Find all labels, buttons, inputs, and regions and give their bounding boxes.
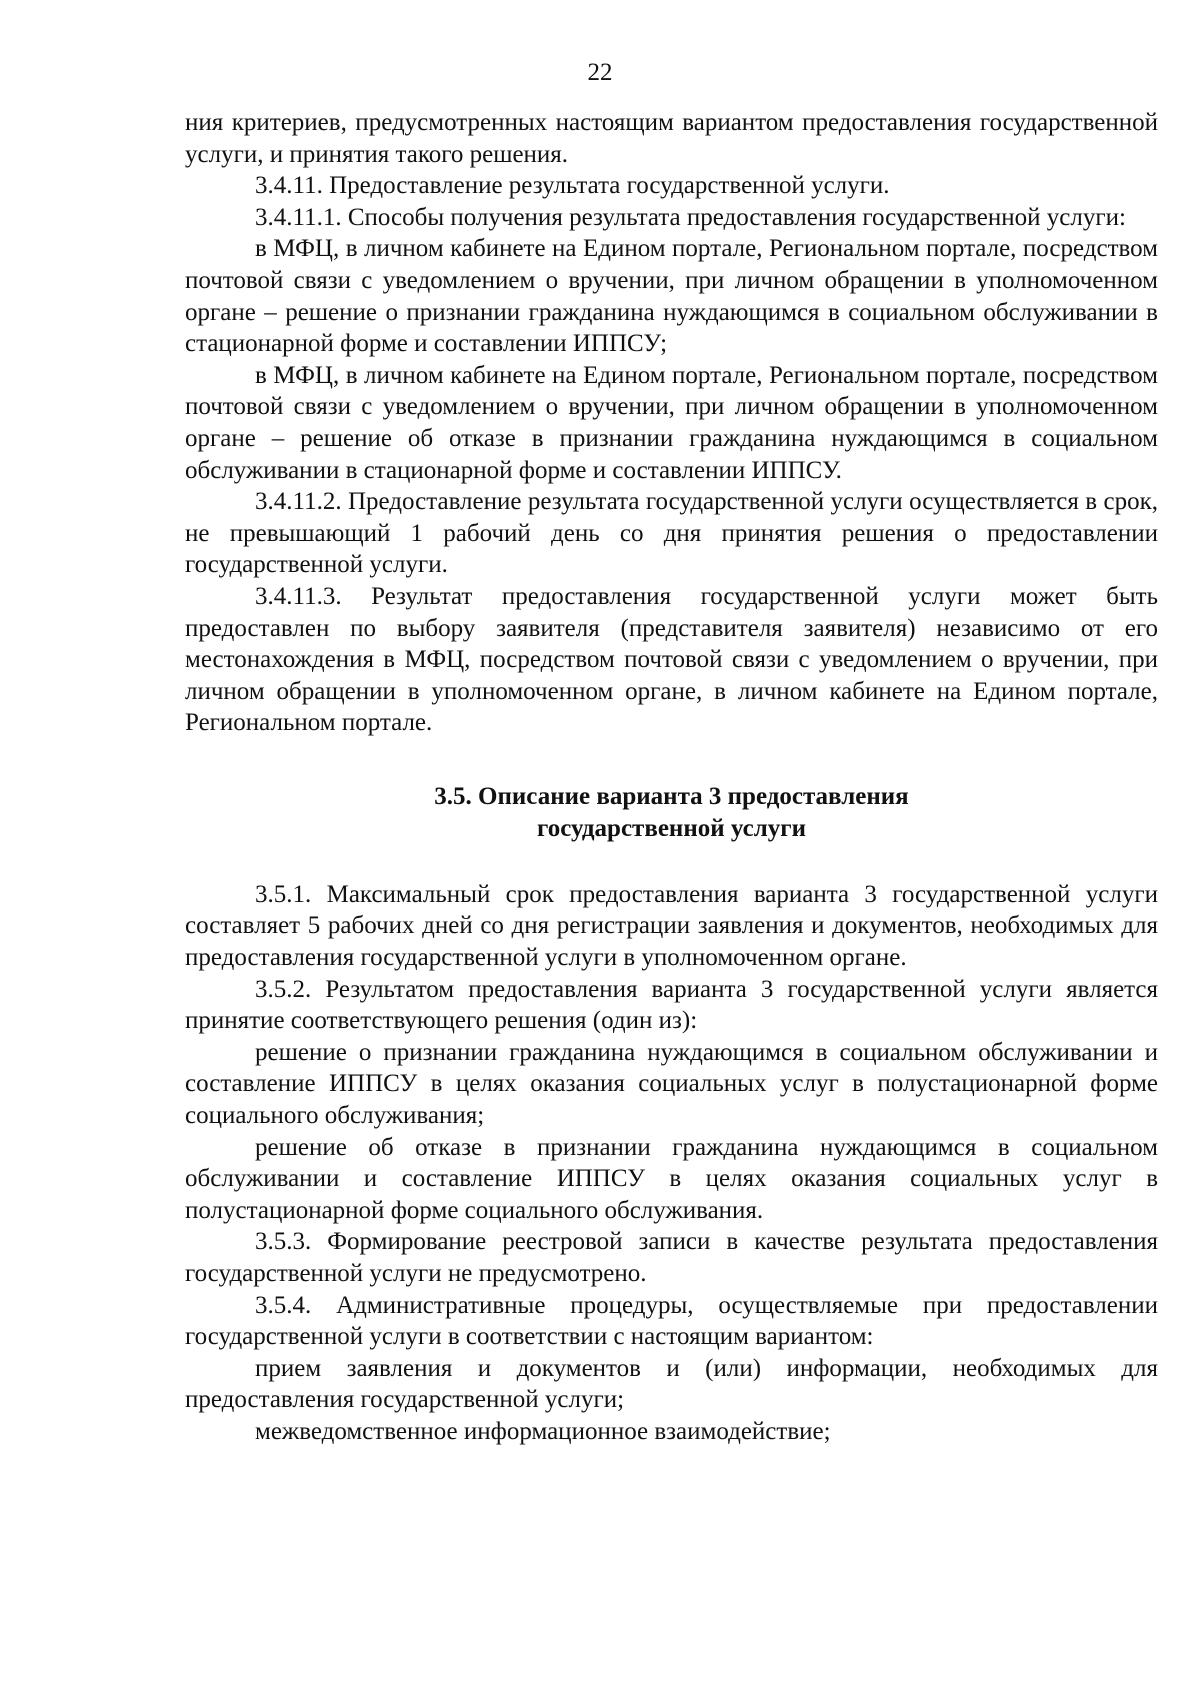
page-number: 22	[587, 59, 613, 86]
paragraph-result-method-approval: в МФЦ, в личном кабинете на Едином портале, Региональном портале, посредством почтовой связи с уведомлением о вручении, при личном обращении в уполномоченном органе – решение о признании гражданина нуждающимся в социальном обслуживании в стационарной форме и составлении ИППСУ;	[185, 235, 1158, 358]
paragraph-procedure-reception: прием заявления и документов и (или) информации, необходимых для предоставления государственной услуги;	[185, 1354, 1158, 1414]
paragraph-3-4-11-2: 3.4.11.2. Предоставление результата государственной услуги осуществляется в срок, не превышающий 1 рабочий день со дня принятия решения о предоставлении государственной услуги.	[185, 488, 1158, 579]
paragraph-3-4-11: 3.4.11. Предоставление результата государственной услуги.	[255, 172, 890, 200]
paragraph-3-4-11-1: 3.4.11.1. Способы получения результата предоставления государственной услуги:	[255, 203, 1126, 231]
paragraph-decision-refusal: решение об отказе в признании гражданина нуждающимся в социальном обслуживании и составление ИППСУ в целях оказания социальных услуг в полустационарной форме социального обслуживания.	[185, 1133, 1158, 1224]
paragraph-result-method-refusal: в МФЦ, в личном кабинете на Едином портале, Региональном портале, посредством почтовой связи с уведомлением о вручении, при личном обращении в уполномоченном органе – решение об отказе в признании гражданина нуждающимся в социальном обслуживании в стационарной форме и составлении ИППСУ.	[185, 361, 1158, 484]
section-heading-line-1: 3.5. Описание варианта 3 предоставления	[434, 782, 909, 810]
document-body	[185, 107, 1158, 1448]
paragraph-decision-approval: решение о признании гражданина нуждающимся в социальном обслуживании и составление ИППСУ в целях оказания социальных услуг в полустационарной форме социального обслуживания;	[185, 1038, 1158, 1130]
paragraph-3-5-3: 3.5.3. Формирование реестровой записи в качестве результата предоставления государственной услуги не предусмотрено.	[185, 1228, 1158, 1287]
paragraph-3-4-11-3: 3.4.11.3. Результат предоставления государственной услуги может быть предоставлен по выбору заявителя (представителя заявителя) независимо от его местонахождения в МФЦ, посредством почтовой связи с уведомлением о вручении, при личном обращении в уполномоченном органе, в личном кабинете на Едином портале, Региональном портале.	[185, 582, 1158, 737]
section-heading-3-5	[185, 781, 1158, 845]
paragraph-3-5-4: 3.5.4. Административные процедуры, осуществляемые при предоставлении государственной услуги в соответствии с настоящим вариантом:	[185, 1291, 1158, 1351]
paragraph-3-5-1: 3.5.1. Максимальный срок предоставления варианта 3 государственной услуги составляет 5 рабочих дней со дня регистрации заявления и документов, необходимых для предоставления государственной услуги в уполномоченном органе.	[185, 880, 1158, 972]
section-3-5-body	[185, 879, 1158, 1448]
paragraph-procedure-interaction: межведомственное информационное взаимодействие;	[255, 1417, 831, 1445]
section-heading-line-2: государственной услуги	[536, 814, 807, 842]
paragraph-continuation: ния критериев, предусмотренных настоящим вариантом предоставления государственной услуги, и принятия такого решения.	[185, 109, 1158, 168]
paragraph-3-5-2: 3.5.2. Результатом предоставления варианта 3 государственной услуги является принятие соответствующего решения (один из):	[185, 975, 1158, 1035]
